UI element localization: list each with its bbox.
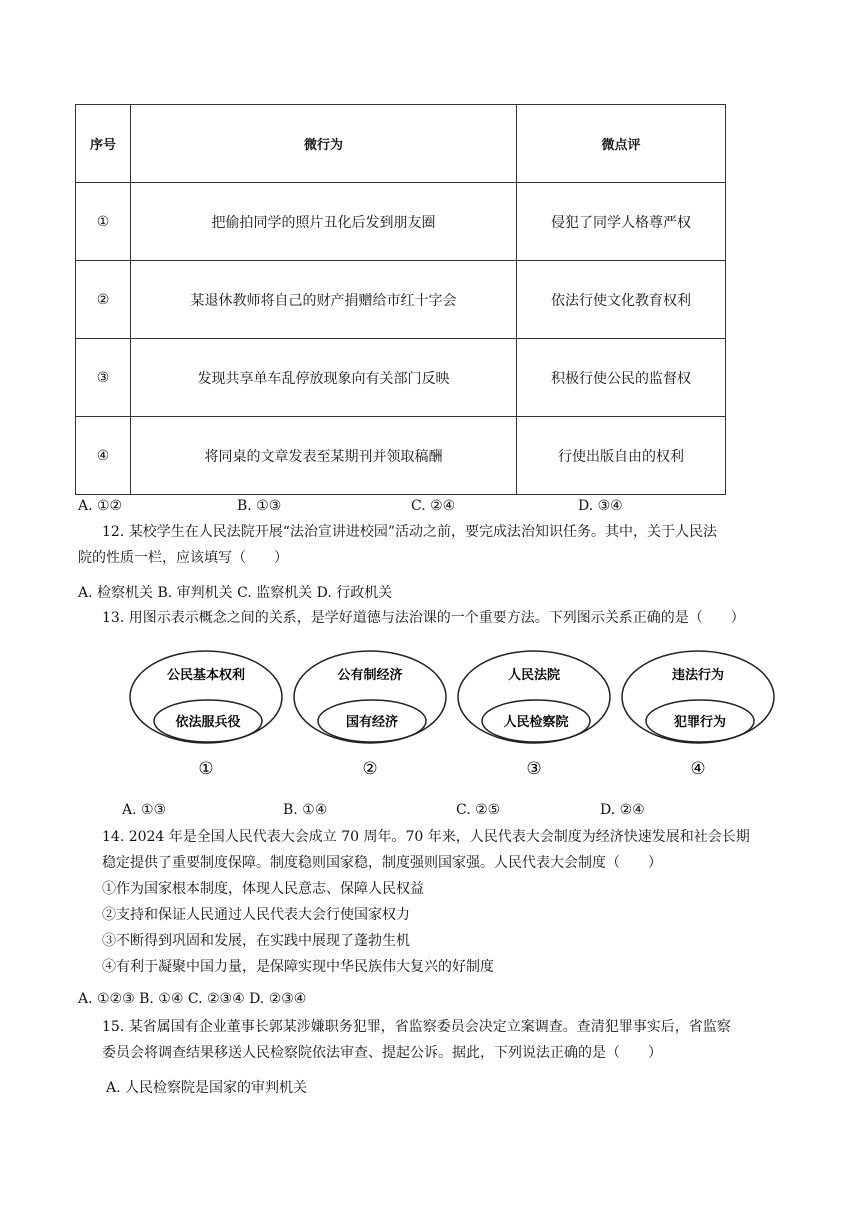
diagram-3-inner: 人民检察院 <box>503 715 569 730</box>
diagram-4-outer: 违法行为 <box>671 668 725 683</box>
q14-item-3: ③不断得到巩固和发展，在实践中展现了蓬勃生机 <box>102 933 410 949</box>
row-comment: 积极行使公民的监督权 <box>517 339 726 417</box>
q13-stem: 13. 用图示表示概念之间的关系，是学好道德与法治课的一个重要方法。下列图示关系正确的是（ ） <box>102 610 745 626</box>
diagram-1-inner: 依法服兵役 <box>175 715 241 730</box>
diagram-3-num: ③ <box>526 759 542 779</box>
q13-option-c: C. ②⑤ <box>456 802 501 818</box>
row-no: ③ <box>76 339 131 417</box>
row-action: 把偷拍同学的照片丑化后发到朋友圈 <box>131 183 517 261</box>
diagram-3-outer: 人民法院 <box>507 668 561 683</box>
q14-stem-line1: 14. 2024 年是全国人民代表大会成立 70 周年。70 年来，人民代表大会制度为经济快速发展和社会长期 <box>102 829 750 845</box>
row-no: ④ <box>76 417 131 495</box>
q15-stem-line1: 15. 某省属国有企业董事长郭某涉嫌职务犯罪，省监察委员会决定立案调查。查清犯罪事实后，省监察 <box>102 1019 731 1035</box>
q14-item-4: ④有利于凝聚中国力量，是保障实现中华民族伟大复兴的好制度 <box>102 959 494 975</box>
row-action: 某退休教师将自己的财产捐赠给市红十字会 <box>131 261 517 339</box>
q11-option-c: C. ②④ <box>411 498 456 514</box>
q12-stem-line2: 院的性质一栏，应该填写（ ） <box>78 550 288 566</box>
table-row <box>76 261 726 339</box>
q14-stem-line2: 稳定提供了重要制度保障。制度稳则国家稳，制度强则国家强。人民代表大会制度（ ） <box>102 855 662 871</box>
diagram-4-inner: 犯罪行为 <box>673 715 727 730</box>
q11-option-a: A. ①② <box>78 498 123 514</box>
q12-options: A. 检察机关 B. 审判机关 C. 监察机关 D. 行政机关 <box>78 585 393 601</box>
diagram-1-num: ① <box>198 759 214 779</box>
table-row <box>76 183 726 261</box>
row-action: 将同桌的文章发表至某期刊并领取稿酬 <box>131 417 517 495</box>
q12-stem-line1: 12. 某校学生在人民法院开展“法治宣讲进校园”活动之前，要完成法治知识任务。其中，关于人民法 <box>102 524 718 540</box>
diagram-1-outer: 公民基本权利 <box>166 668 246 683</box>
q15-option-a: A. 人民检察院是国家的审判机关 <box>106 1080 308 1096</box>
row-comment: 依法行使文化教育权利 <box>517 261 726 339</box>
concept-diagrams <box>128 649 788 779</box>
q15-stem-line2: 委员会将调查结果移送人民检察院依法审查、提起公诉。据此，下列说法正确的是（ ） <box>102 1045 662 1061</box>
q11-option-b: B. ①③ <box>237 498 282 514</box>
header-action: 微行为 <box>131 105 517 183</box>
diagram-4 <box>622 651 774 779</box>
table-row <box>76 417 726 495</box>
q14-item-1: ①作为国家根本制度，体现人民意志、保障人民权益 <box>102 881 424 897</box>
row-action: 发现共享单车乱停放现象向有关部门反映 <box>131 339 517 417</box>
q13-option-b: B. ①④ <box>283 802 328 818</box>
diagram-1 <box>130 651 282 779</box>
table-row <box>76 339 726 417</box>
diagram-2-outer: 公有制经济 <box>337 668 403 683</box>
row-comment: 行使出版自由的权利 <box>517 417 726 495</box>
diagram-2 <box>294 651 446 779</box>
diagram-3 <box>458 651 610 779</box>
row-no: ① <box>76 183 131 261</box>
diagram-2-num: ② <box>362 759 378 779</box>
diagram-4-num: ④ <box>690 759 706 779</box>
header-no: 序号 <box>76 105 131 183</box>
q11-option-d: D. ③④ <box>578 498 623 514</box>
q13-option-a: A. ①③ <box>122 802 167 818</box>
diagram-2-inner: 国有经济 <box>345 715 399 730</box>
row-comment: 侵犯了同学人格尊严权 <box>517 183 726 261</box>
behavior-table <box>75 104 726 495</box>
q13-option-d: D. ②④ <box>600 802 645 818</box>
row-no: ② <box>76 261 131 339</box>
q14-options: A. ①②③ B. ①④ C. ②③④ D. ②③④ <box>78 991 307 1007</box>
header-comment: 微点评 <box>517 105 726 183</box>
q14-item-2: ②支持和保证人民通过人民代表大会行使国家权力 <box>102 907 410 923</box>
